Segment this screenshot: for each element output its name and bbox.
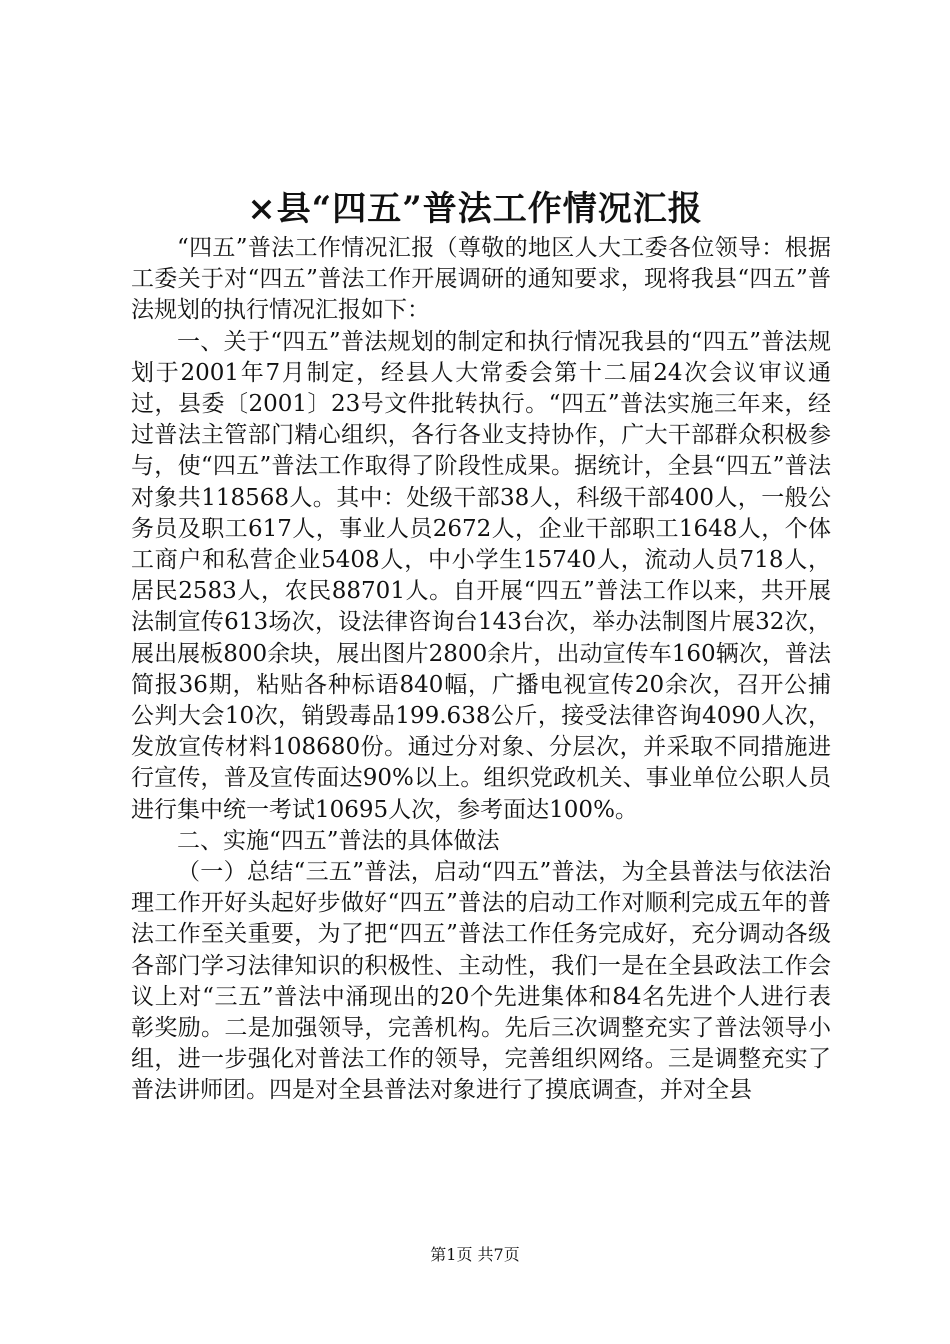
paragraph-section-2-heading: 二、实施“四五”普法的具体做法 — [177, 827, 500, 854]
document-body — [131, 233, 831, 1107]
paragraph-subsection-1: （一）总结“三五”普法，启动“四五”普法，为全县普法与依法治理工作开好头起好步做好“四五”普法的启动工作对顺利完成五年的普法工作至关重要，为了把“四五”普法工作任务完成好，充分调动各级各部门学习法律知识的积极性、主动性，我们一是在全县政法工作会议上对“三五”普法中涌现出的20个先进集体和84名先进个人进行表彰奖励。二是加强领导，完善机构。先后三次调整充实了普法领导小组，进一步强化对普法工作的领导，完善组织网络。三是调整充实了普法讲师团。四是对全县普法对象进行了摸底调查，并对全县 — [131, 859, 831, 1104]
document-title: ×县“四五”普法工作情况汇报 — [247, 189, 703, 229]
paragraph-section-1: 一、关于“四五”普法规划的制定和执行情况我县的“四五”普法规划于2001年7月制定，经县人大常委会第十二届24次会议审议通过，县委〔2001〕23号文件批转执行。“四五”普法实施三年来，经过普法主管部门精心组织，各行各业支持协作，广大干部群众积极参与，使“四五”普法工作取得了阶段性成果。据统计，全县“四五”普法对象共118568人。其中：处级干部38人，科级干部400人，一般公务员及职工617人，事业人员2672人，企业干部职工1648人，个体工商户和私营企业5408人，中小学生15740人，流动人员718人，居民2583人，农民88701人。自开展“四五”普法工作以来，共开展法制宣传613场次，设法律咨询台143台次，举办法制图片展32次，展出展板800余块，展出图片2800余片，出动宣传车160辆次，普法简报36期，粘贴各种标语840幅，广播电视宣传20余次，召开公捕公判大会10次，销毁毒品199.638公斤，接受法律咨询4090人次，发放宣传材料108680份。通过分对象、分层次，并采取不同措施进行宣传，普及宣传面达90%以上。组织党政机关、事业单位公职人员进行集中统一考试10695人次，参考面达100%。 — [131, 328, 831, 823]
page-number-footer: 第1页 共7页 — [430, 1245, 520, 1264]
paragraph-intro: “四五”普法工作情况汇报（尊敬的地区人大工委各位领导：根据工委关于对“四五”普法工作开展调研的通知要求，现将我县“四五”普法规划的执行情况汇报如下： — [131, 235, 831, 324]
